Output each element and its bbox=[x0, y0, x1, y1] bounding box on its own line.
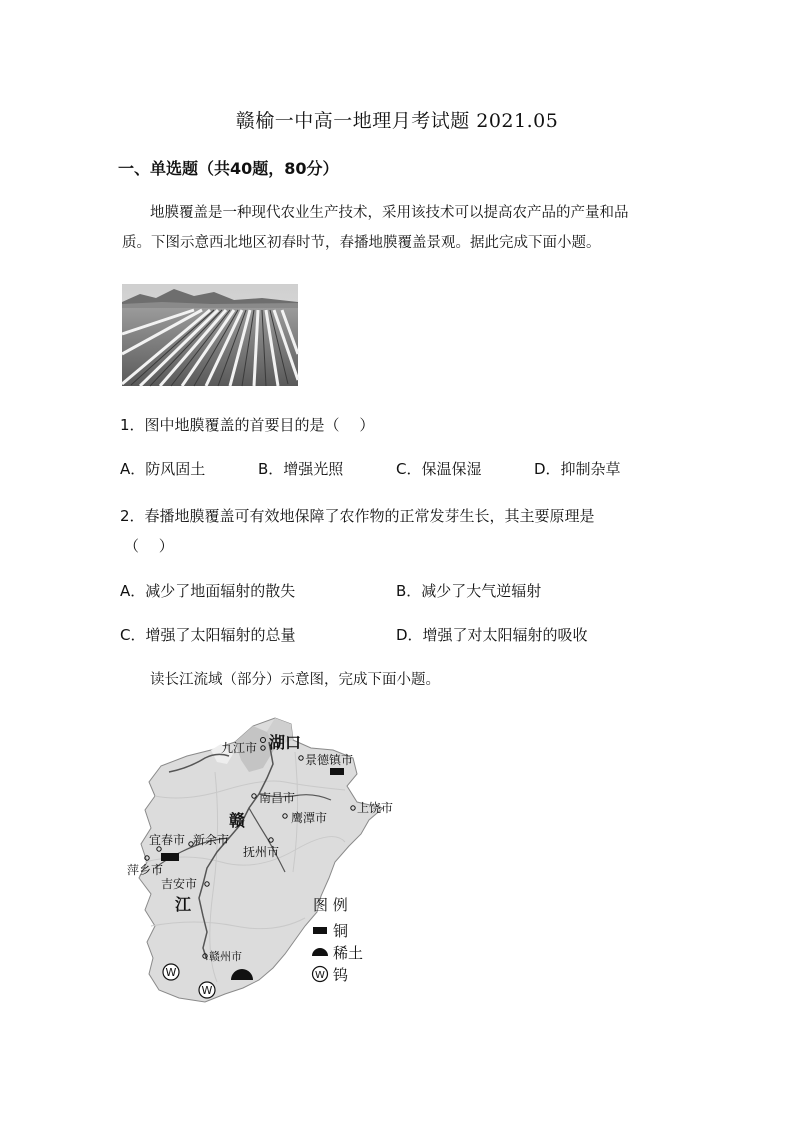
q2-option-d: D．增强了对太阳辐射的吸收 bbox=[396, 626, 588, 644]
passage2-text: 读长江流域（部分）示意图，完成下面小题。 bbox=[150, 672, 440, 688]
legend-copper-symbol bbox=[313, 927, 327, 934]
svg-text:W: W bbox=[315, 970, 325, 981]
label-xinyu: 新余市 bbox=[193, 833, 230, 847]
map-legend bbox=[312, 896, 363, 984]
svg-text:W: W bbox=[165, 966, 177, 979]
label-gan: 赣 bbox=[229, 811, 246, 830]
label-jian: 吉安市 bbox=[161, 877, 198, 891]
label-pingxiang: 萍乡市 bbox=[127, 863, 164, 877]
q1-option-a: A．防风固土 bbox=[120, 460, 206, 478]
legend-tungsten-symbol bbox=[313, 967, 328, 982]
q1-option-b: B．增强光照 bbox=[258, 460, 344, 478]
label-yichun: 宜春市 bbox=[149, 833, 186, 847]
q2-paren: （ ） bbox=[124, 537, 174, 555]
label-jiujiang: 九江市 bbox=[221, 741, 258, 755]
q2-option-c: C．增强了太阳辐射的总量 bbox=[120, 626, 296, 644]
copper-symbol-jingdezhen bbox=[330, 768, 344, 775]
legend-rare-earth-symbol bbox=[312, 948, 328, 956]
q2-option-b: B．减少了大气逆辐射 bbox=[396, 582, 542, 600]
legend-title: 图 例 bbox=[313, 896, 348, 914]
page-title: 赣榆一中高一地理月考试题 2021.05 bbox=[235, 110, 559, 132]
passage1-line1: 地膜覆盖是一种现代农业生产技术，采用该技术可以提高农产品的产量和品 bbox=[150, 205, 629, 221]
label-ganzhou: 赣州市 bbox=[209, 950, 242, 963]
q1-option-d: D．抑制杂草 bbox=[534, 460, 621, 478]
mulch-field-photo bbox=[122, 284, 298, 386]
svg-text:W: W bbox=[201, 984, 213, 997]
label-shangrao: 上饶市 bbox=[357, 801, 394, 815]
label-nanchang: 南昌市 bbox=[259, 791, 296, 805]
label-hukou: 湖口 bbox=[269, 733, 302, 752]
copper-symbol-yichun bbox=[161, 853, 179, 861]
label-jiang: 江 bbox=[175, 895, 192, 914]
tungsten-symbol-south bbox=[199, 982, 215, 998]
q1-stem: 1．图中地膜覆盖的首要目的是（ ） bbox=[120, 416, 375, 434]
legend-rare-earth-label: 稀土 bbox=[333, 944, 364, 962]
legend-tungsten-label: 钨 bbox=[333, 966, 349, 984]
label-fuzhou: 抚州市 bbox=[243, 845, 280, 859]
label-yingtan: 鹰潭市 bbox=[291, 811, 328, 825]
yangtze-basin-map bbox=[125, 712, 394, 1004]
section-heading: 一、单选题（共40题，80分） bbox=[118, 159, 339, 178]
legend-copper-label: 铜 bbox=[333, 922, 349, 940]
q2-option-a: A．减少了地面辐射的散失 bbox=[120, 582, 296, 600]
tungsten-symbol-west bbox=[163, 964, 179, 980]
label-jingdezhen: 景德镇市 bbox=[305, 753, 354, 767]
passage1-line2: 质。下图示意西北地区初春时节，春播地膜覆盖景观。据此完成下面小题。 bbox=[122, 235, 601, 251]
q1-option-c: C．保温保湿 bbox=[396, 460, 482, 478]
q2-stem: 2．春播地膜覆盖可有效地保障了农作物的正常发芽生长，其主要原理是 bbox=[120, 507, 595, 525]
